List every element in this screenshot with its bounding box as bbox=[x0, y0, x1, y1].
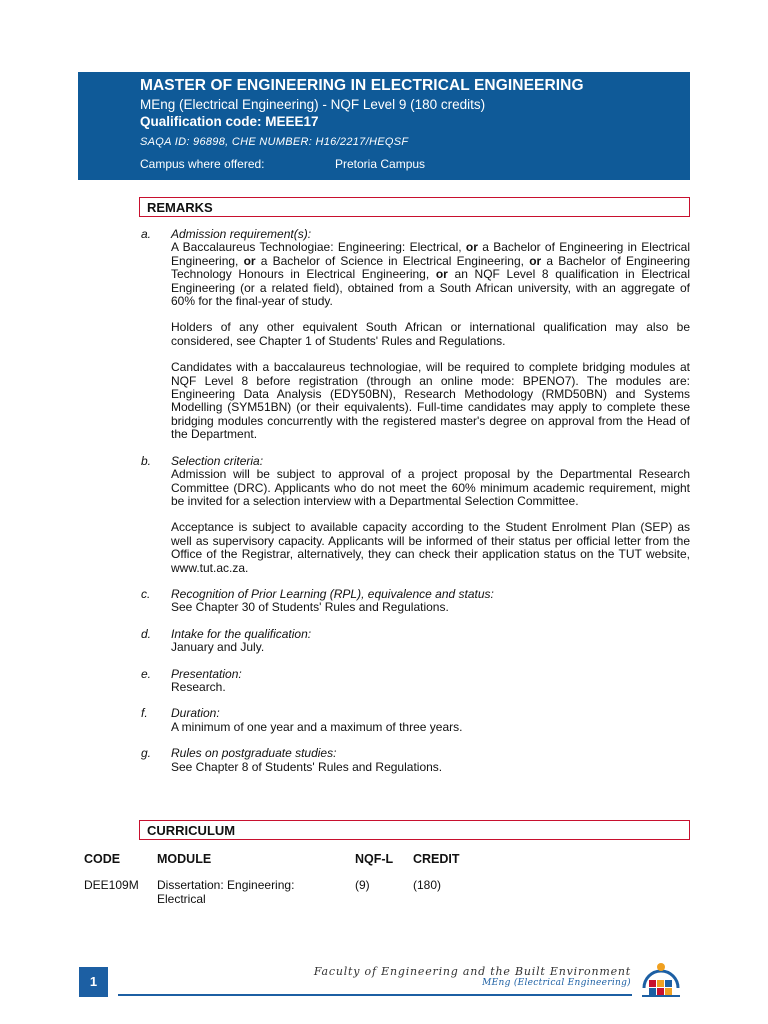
remark-b bbox=[141, 455, 690, 575]
qualification-code: Qualification code: MEEE17 bbox=[140, 114, 319, 129]
page-number: 1 bbox=[79, 967, 108, 997]
remark-paragraph: Research. bbox=[171, 679, 226, 694]
remark-paragraph: Admission will be subject to approval of a project proposal by the Departmental Research Committee (DRC). Applicants who do not meet the 60% minimum academic requirement, might be invited for a selection interview with a Departmental Selection Committee. bbox=[171, 467, 690, 508]
remark-paragraph: See Chapter 30 of Students' Rules and Regulations. bbox=[171, 600, 449, 615]
footer-programme: MEng (Electrical Engineering) bbox=[482, 978, 631, 988]
footer-faculty: Faculty of Engineering and the Built Environment bbox=[313, 965, 631, 978]
module-nqf: (9) bbox=[355, 878, 370, 892]
remark-heading: Rules on postgraduate studies: bbox=[171, 746, 337, 761]
campus-row bbox=[140, 157, 690, 172]
qualification-subtitle: MEng (Electrical Engineering) - NQF Level 9 (180 credits) bbox=[140, 97, 486, 112]
saqa-id: SAQA ID: 96898, CHE NUMBER: H16/2217/HEQSF bbox=[140, 136, 409, 148]
remark-a bbox=[141, 228, 690, 442]
remark-paragraph: Candidates with a baccalaureus technologiae, will be required to complete bridging modules at NQF Level 8 before registration (through an online mode: BPENO7). The modules are: Engineering Data Analysis (EDY50BN), Research Methodology (RMD50BN) and Systems Modelling (SYM51BN) (or their equivalents). Full-time candidates may apply to complete these bridging modules concurrently with the registered master's degree on approval from the Head of the Department. bbox=[171, 360, 690, 442]
qualification-title: MASTER OF ENGINEERING IN ELECTRICAL ENGINEERING bbox=[140, 77, 584, 94]
campus-label: Campus where offered: bbox=[140, 157, 265, 171]
remark-letter: d. bbox=[141, 626, 152, 641]
remark-c bbox=[141, 588, 690, 615]
remark-paragraph: January and July. bbox=[171, 640, 265, 655]
column-header-nqf: NQF-L bbox=[355, 852, 394, 866]
remark-letter: g. bbox=[141, 746, 152, 761]
remarks-heading: REMARKS bbox=[139, 197, 690, 217]
remark-letter: b. bbox=[141, 453, 152, 468]
module-credit: (180) bbox=[413, 878, 442, 892]
remark-f bbox=[141, 707, 690, 734]
remark-letter: a. bbox=[141, 227, 152, 241]
qualification-header bbox=[78, 72, 690, 180]
curriculum-heading: CURRICULUM bbox=[139, 820, 690, 840]
remark-d bbox=[141, 628, 690, 655]
footer-divider bbox=[118, 994, 632, 996]
column-header-module: MODULE bbox=[157, 852, 212, 866]
university-logo-icon bbox=[636, 958, 686, 1002]
remark-paragraph: Acceptance is subject to available capacity according to the Student Enrolment Plan (SEP) as well as supervisory capacity. Applicants will be informed of their status per official letter from the Office of the Registrar, alternatively, they can check their application status on the TUT website, www.tut.ac.za. bbox=[171, 520, 690, 575]
column-header-credit: CREDIT bbox=[413, 852, 460, 866]
remark-paragraph: See Chapter 8 of Students' Rules and Regulations. bbox=[171, 759, 443, 774]
remark-heading: Selection criteria: bbox=[171, 453, 264, 468]
remark-letter: c. bbox=[141, 586, 151, 601]
table-header-row bbox=[84, 852, 493, 874]
module-name: Dissertation: Engineering: Electrical bbox=[157, 878, 295, 906]
remark-heading: Presentation: bbox=[171, 666, 242, 681]
table-row bbox=[84, 874, 493, 906]
remark-letter: e. bbox=[141, 666, 152, 681]
remark-heading: Intake for the qualification: bbox=[171, 626, 312, 641]
remark-heading: Recognition of Prior Learning (RPL), equivalence and status: bbox=[171, 586, 494, 601]
remark-heading: Duration: bbox=[171, 706, 220, 721]
remark-paragraph: A minimum of one year and a maximum of three years. bbox=[171, 719, 463, 734]
module-code: DEE109M bbox=[84, 878, 139, 892]
remark-e bbox=[141, 668, 690, 695]
remark-paragraph: A Baccalaureus Technologiae: Engineering: Electrical, or a Bachelor of Engineering in Electrical Engineering, or a Bachelor of Science in Electrical Engineering, or a Bachelor of Engineering Technology Honours in Electrical Engineering, or an NQF Level 8 qualification in Electrical Engineering (or a related field), obtained from a South African university, with an aggregate of 60% for the final-year of study. bbox=[171, 240, 691, 309]
remark-g bbox=[141, 747, 690, 774]
remarks-content bbox=[141, 228, 690, 787]
remark-letter: f. bbox=[141, 706, 148, 721]
column-header-code: CODE bbox=[84, 852, 121, 866]
curriculum-table bbox=[84, 852, 493, 906]
remark-heading: Admission requirement(s): bbox=[171, 227, 312, 241]
campus-value: Pretoria Campus bbox=[335, 157, 426, 171]
remark-paragraph: Holders of any other equivalent South African or international qualification may also be considered, see Chapter 1 of Students' Rules and Regulations. bbox=[171, 320, 690, 348]
